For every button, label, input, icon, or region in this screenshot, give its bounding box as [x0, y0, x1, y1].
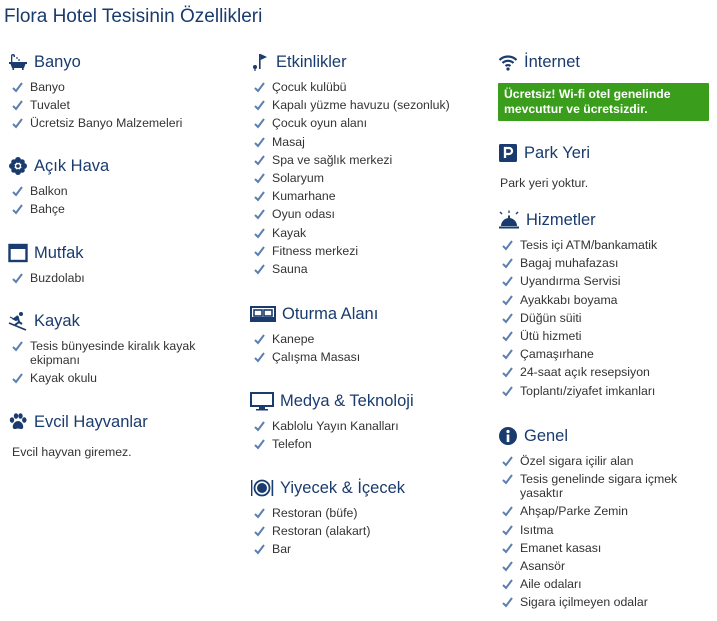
section-title-hizmetler: Hizmetler	[526, 210, 596, 229]
paw-icon	[8, 412, 28, 432]
list-item-label: Tesis içi ATM/bankamatik	[520, 238, 658, 252]
list-item-label: Çamaşırhane	[520, 347, 594, 362]
list-item-label: Ayakkabı boyama	[520, 292, 618, 307]
list-etkinlikler	[250, 80, 486, 276]
list-item	[8, 202, 236, 216]
check-icon	[502, 313, 513, 324]
list-item	[250, 262, 486, 276]
section-title-kayak: Kayak	[34, 311, 80, 330]
check-icon	[254, 246, 265, 257]
list-item	[498, 577, 713, 591]
list-item	[498, 504, 713, 518]
list-item	[8, 80, 236, 94]
section-evcil-hayvanlar	[8, 410, 236, 459]
kitchen-icon	[8, 243, 28, 263]
check-icon	[502, 295, 513, 306]
list-item	[8, 339, 236, 367]
list-item-label: Toplantı/ziyafet imkanları	[520, 383, 656, 398]
check-icon	[254, 526, 265, 537]
list-item-label: Tuvalet	[30, 98, 70, 113]
section-title-etkinlikler: Etkinlikler	[276, 52, 347, 71]
check-icon	[502, 367, 513, 378]
check-icon	[502, 240, 513, 251]
check-icon	[12, 204, 23, 215]
section-title-internet: İnternet	[524, 52, 580, 71]
check-icon	[502, 456, 513, 467]
list-item	[498, 293, 713, 307]
list-item-label: Kanepe	[272, 332, 315, 346]
list-kayak	[8, 339, 236, 385]
list-item-label: Sauna	[272, 261, 308, 276]
list-item	[498, 559, 713, 573]
list-item-label: Kayak	[272, 225, 307, 240]
check-icon	[502, 331, 513, 342]
list-item-label: Düğün süiti	[520, 310, 582, 325]
check-icon	[254, 352, 265, 363]
list-item	[250, 135, 486, 149]
list-item	[498, 256, 713, 270]
list-item	[250, 98, 486, 112]
list-item-label: Çocuk oyun alanı	[272, 116, 368, 131]
list-item	[8, 184, 236, 198]
badge-free-label: Ücretsiz!	[504, 87, 556, 101]
check-icon	[254, 209, 265, 220]
section-yiyecek-icecek	[250, 476, 486, 561]
list-item	[250, 524, 486, 538]
check-icon	[254, 334, 265, 345]
list-item-label: Kumarhane	[272, 189, 336, 204]
list-item	[250, 189, 486, 203]
check-icon	[502, 349, 513, 360]
list-item-label: Bar	[272, 542, 292, 557]
check-icon	[12, 373, 23, 384]
list-item	[250, 244, 486, 258]
list-yiyecek-icecek	[250, 506, 486, 556]
check-icon	[254, 100, 265, 111]
section-title-genel: Genel	[524, 426, 569, 445]
section-hizmetler	[498, 208, 713, 402]
list-item-label: Ücretsiz Banyo Malzemeleri	[30, 116, 183, 131]
list-mutfak	[8, 271, 236, 285]
list-item	[250, 226, 486, 240]
section-medya-teknoloji	[250, 389, 486, 455]
service-bell-icon	[498, 210, 520, 230]
list-item-label: Solaryum	[272, 170, 324, 185]
check-icon	[502, 525, 513, 536]
check-icon	[254, 508, 265, 519]
section-title-banyo: Banyo	[34, 52, 81, 71]
badge-text: Wi-fi otel genelinde mevcuttur ve ücretsizdir.	[504, 87, 671, 116]
section-mutfak	[8, 241, 236, 289]
list-item-label: Banyo	[30, 80, 65, 94]
list-item	[498, 311, 713, 325]
list-item-label: Sigara içilmeyen odalar	[520, 595, 648, 610]
check-icon	[254, 173, 265, 184]
section-kayak	[8, 309, 236, 389]
list-hizmetler	[498, 238, 713, 398]
check-icon	[254, 439, 265, 450]
list-item-label: Masaj	[272, 134, 305, 149]
list-item-label: Uyandırma Servisi	[520, 274, 621, 289]
check-icon	[254, 421, 265, 432]
list-item-label: Özel sigara içilir alan	[520, 454, 634, 468]
check-icon	[254, 155, 265, 166]
list-item	[8, 116, 236, 130]
list-oturma-alani	[250, 332, 486, 364]
list-item	[498, 329, 713, 343]
wifi-icon	[498, 52, 518, 72]
list-item-label: Buzdolabı	[30, 271, 85, 285]
list-item	[498, 274, 713, 288]
check-icon	[12, 82, 23, 93]
list-acik-hava	[8, 184, 236, 216]
section-internet	[498, 50, 713, 121]
list-item	[8, 371, 236, 385]
check-icon	[254, 137, 265, 148]
check-icon	[12, 273, 23, 284]
list-item-label: Balkon	[30, 184, 68, 198]
list-item-label: Kablolu Yayın Kanalları	[272, 419, 399, 433]
list-item-label: 24-saat açık resepsiyon	[520, 365, 650, 380]
list-item	[8, 98, 236, 112]
list-item-label: Oyun odası	[272, 207, 335, 222]
section-park-yeri	[498, 141, 713, 190]
plate-cutlery-icon	[250, 478, 274, 498]
list-item-label: Ütü hizmeti	[520, 328, 582, 343]
list-item	[498, 472, 713, 500]
list-item-label: Emanet kasası	[520, 540, 602, 555]
list-item	[498, 454, 713, 468]
pets-policy-text: Evcil hayvan giremez.	[12, 445, 132, 459]
section-etkinlikler	[250, 50, 486, 280]
list-item	[498, 347, 713, 361]
list-item-label: Tesis genelinde sigara içmek yasaktır	[520, 472, 678, 501]
list-item	[250, 506, 486, 520]
flower-icon	[8, 156, 28, 176]
list-item-label: Aile odaları	[520, 577, 582, 592]
check-icon	[502, 561, 513, 572]
list-item	[498, 595, 713, 609]
section-title-acik-hava: Açık Hava	[34, 156, 110, 175]
section-acik-hava	[8, 154, 236, 220]
list-item	[250, 171, 486, 185]
section-banyo	[8, 50, 236, 135]
list-item	[498, 541, 713, 555]
page-title: Flora Hotel Tesisinin Özellikleri	[4, 6, 263, 27]
check-icon	[502, 276, 513, 287]
list-genel	[498, 454, 713, 609]
list-item	[250, 80, 486, 94]
check-icon	[254, 228, 265, 239]
list-item-label: Fitness merkezi	[272, 243, 359, 258]
list-item	[8, 271, 236, 285]
list-item	[498, 238, 713, 252]
check-icon	[12, 118, 23, 129]
check-icon	[254, 118, 265, 129]
list-item-label: Restoran (büfe)	[272, 506, 358, 520]
section-title-yiyecek-icecek: Yiyecek & İçecek	[280, 478, 406, 497]
parking-text: Park yeri yoktur.	[500, 176, 589, 190]
list-item	[250, 153, 486, 167]
list-item	[250, 116, 486, 130]
list-item	[250, 419, 486, 433]
list-item	[250, 350, 486, 364]
list-item-label: Kayak okulu	[30, 371, 97, 386]
list-banyo	[8, 80, 236, 130]
section-title-mutfak: Mutfak	[34, 243, 84, 262]
section-title-evcil-hayvanlar: Evcil Hayvanlar	[34, 412, 148, 431]
list-medya-teknoloji	[250, 419, 486, 451]
check-icon	[12, 341, 23, 352]
check-icon	[254, 82, 265, 93]
list-item-label: Spa ve sağlık merkezi	[272, 152, 393, 167]
list-item	[498, 523, 713, 537]
list-item-label: Çalışma Masası	[272, 350, 361, 365]
check-icon	[502, 579, 513, 590]
bathtub-icon	[8, 52, 28, 72]
check-icon	[502, 597, 513, 608]
info-icon	[498, 426, 518, 446]
check-icon	[502, 258, 513, 269]
sofa-icon	[250, 304, 276, 324]
check-icon	[254, 544, 265, 555]
check-icon	[12, 186, 23, 197]
section-title-medya-teknoloji: Medya & Teknoloji	[280, 391, 414, 410]
check-icon	[502, 386, 513, 397]
list-item-label: Isıtma	[520, 522, 554, 537]
list-item-label: Ahşap/Parke Zemin	[520, 504, 628, 519]
list-item-label: Asansör	[520, 558, 566, 573]
list-item	[250, 207, 486, 221]
check-icon	[12, 100, 23, 111]
list-item-label: Çocuk kulübü	[272, 80, 347, 94]
list-item	[250, 437, 486, 451]
list-item	[250, 542, 486, 556]
list-item-label: Tesis bünyesinde kiralık kayak ekipmanı	[30, 339, 196, 367]
check-icon	[502, 474, 513, 485]
wifi-free-badge	[498, 83, 709, 121]
section-oturma-alani	[250, 302, 486, 368]
list-item	[498, 365, 713, 379]
check-icon	[254, 264, 265, 275]
section-title-oturma-alani: Oturma Alanı	[282, 304, 379, 323]
section-genel	[498, 424, 713, 614]
golf-flag-icon	[250, 52, 270, 72]
list-item-label: Restoran (alakart)	[272, 524, 371, 539]
check-icon	[254, 191, 265, 202]
list-item-label: Telefon	[272, 437, 312, 452]
list-item-label: Bahçe	[30, 202, 65, 217]
section-title-park-yeri: Park Yeri	[524, 143, 591, 162]
check-icon	[502, 506, 513, 517]
list-item	[250, 332, 486, 346]
list-item-label: Kapalı yüzme havuzu (sezonluk)	[272, 98, 450, 113]
tv-icon	[250, 391, 274, 411]
list-item	[498, 384, 713, 398]
parking-icon	[498, 143, 518, 163]
list-item-label: Bagaj muhafazası	[520, 256, 619, 271]
skier-icon	[8, 311, 28, 331]
check-icon	[502, 543, 513, 554]
